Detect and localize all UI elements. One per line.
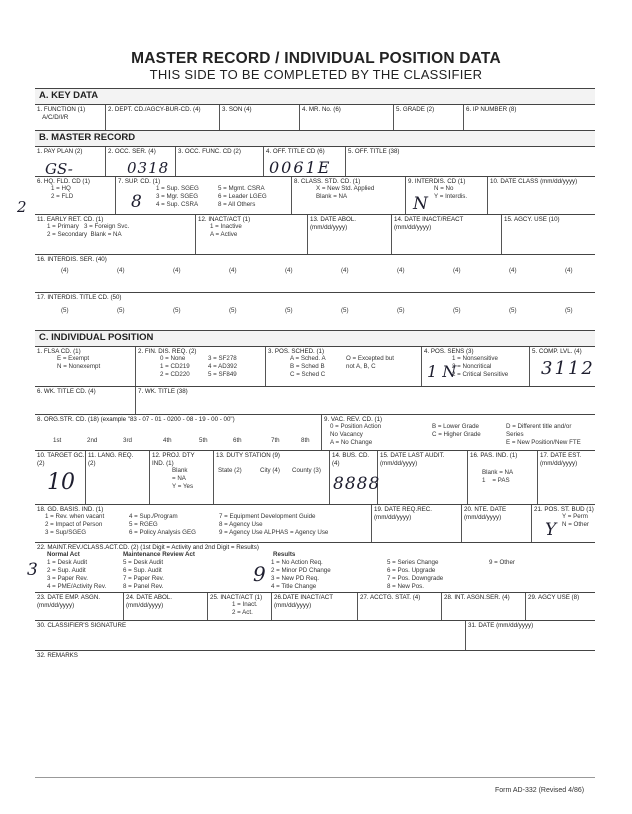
interdis-title-slot-6: (5) (341, 307, 349, 314)
pay-plan-value: GS- (45, 160, 73, 178)
interdis-title-slot-8: (5) (453, 307, 461, 314)
gd-basis-label: 18. GD. BASIS. IND. (1) (37, 506, 104, 513)
pas-ind-label: 16. PAS. IND. (1) (470, 452, 518, 459)
position-row-6 (35, 542, 595, 593)
date-inact-act-field[interactable] (271, 593, 357, 621)
date-req-rec-field[interactable] (371, 505, 461, 543)
form-number: Form AD-332 (Revised 4/86) (495, 787, 585, 794)
grade-field[interactable] (393, 105, 463, 131)
pos-st-bud-field[interactable] (531, 505, 595, 543)
comp-lvl-value: 3112 (541, 358, 595, 379)
sup-cd-options-1: 1 = Sup. SGEG 3 = Mgr. SGEG 4 = Sup. CSRA (156, 185, 199, 208)
pos-sched-field[interactable] (265, 347, 421, 387)
acctg-stat-label: 27. ACCTG. STAT. (4) (360, 594, 421, 601)
class-std-options: X = New Std. Applied Blank = NA (316, 185, 375, 200)
interdis-title-slot-9: (5) (509, 307, 517, 314)
inact-act-options: 1 = Inactive A = Active (210, 223, 242, 238)
date-est-label: 17. DATE EST. (mm/dd/yyyy) (540, 452, 582, 467)
gd-basis-options-2: 4 = Sup./Program 5 = RGEG 6 = Policy Analysis GEG (129, 513, 196, 536)
interdis-ser-slot-2: (4) (117, 267, 125, 274)
org-level-6th: 6th (233, 437, 242, 444)
acctg-stat-field[interactable] (357, 593, 441, 621)
occ-ser-value: 0318 (127, 159, 170, 177)
dept-code-label: 2. DEPT. CD./AGCY-BUR-CD. (4) (108, 106, 201, 113)
remarks-row (35, 650, 595, 779)
bus-cd-label: 14. BUS. CD. (4) (332, 452, 370, 467)
function-options: A/C/D/I/R (42, 114, 69, 121)
interdis-ser-slot-5: (4) (285, 267, 293, 274)
interdis-ser-slot-6: (4) (341, 267, 349, 274)
hq-fld-options: 1 = HQ 2 = FLD (51, 185, 74, 200)
bottom-rule (35, 777, 595, 778)
interdis-title-slot-4: (5) (229, 307, 237, 314)
lang-req-label: 11. LANG. REQ. (2) (88, 452, 134, 467)
position-row-8 (35, 620, 595, 651)
section-a-header (35, 88, 595, 105)
off-title-label: 5. OFF. TITLE (38) (348, 148, 400, 155)
date-emp-asgn-label: 23. DATE EMP. ASGN. (mm/dd/yyyy) (37, 594, 101, 609)
normal-act-options: 1 = Desk Audit 2 = Sup. Audit 3 = Paper Rev. 4 = PME/Activity Rev. (47, 559, 107, 590)
fin-dis-options-2: 3 = SF278 4 = AD392 5 = SF849 (208, 355, 238, 378)
inact-act-c-field[interactable] (207, 593, 271, 621)
agcy-use-c-label: 29. AGCY USE (8) (528, 594, 580, 601)
interdis-title-slot-3: (5) (173, 307, 181, 314)
remarks-label: 32. REMARKS (37, 652, 78, 659)
int-asgn-ser-label: 28. INT. ASGN.SER. (4) (444, 594, 510, 601)
fin-dis-field[interactable] (135, 347, 265, 387)
org-level-7th: 7th (271, 437, 280, 444)
position-row-1 (35, 346, 595, 387)
normal-act-heading: Normal Act (47, 551, 80, 558)
interdis-title-label: 17. INTERDIS. TITLE CD. (50) (37, 294, 122, 301)
section-c-header (35, 330, 595, 347)
org-level-3rd: 3rd (123, 437, 132, 444)
vac-rev-label: 9. VAC. REV. CD. (1) (324, 416, 383, 423)
classifier-signature-field[interactable] (35, 621, 465, 651)
interdis-ser-slot-9: (4) (509, 267, 517, 274)
occ-func-label: 3. OCC. FUNC. CD (2) (178, 148, 241, 155)
results-options-3: 9 = Other (489, 559, 515, 566)
section-a-title: A. KEY DATA (39, 90, 99, 101)
date-abol-c-label: 24. DATE ABOL. (mm/dd/yyyy) (126, 594, 172, 609)
agcy-use-field[interactable] (501, 215, 595, 255)
maint-rev-result-value: 9 (253, 562, 266, 586)
off-title-field[interactable] (345, 147, 595, 177)
pas-ind-field[interactable] (467, 451, 537, 505)
date-inact-act-label: 26.DATE INACT/ACT (mm/dd/yyyy) (274, 594, 334, 609)
off-title-cd-label: 4. OFF. TITLE CD (6) (266, 148, 325, 155)
org-level-5th: 5th (199, 437, 208, 444)
pos-st-bud-value: Y (545, 520, 557, 540)
interdis-ser-slot-8: (4) (453, 267, 461, 274)
pos-sens-label: 4. POS. SENS (3) (424, 348, 474, 355)
hq-fld-value: 2 (17, 198, 27, 216)
early-ret-options: 1 = Primary 3 = Foreign Svc. 2 = Secondary Blank = NA (47, 223, 130, 238)
sup-cd-value: 8 (131, 192, 142, 212)
ip-number-field[interactable] (463, 105, 595, 131)
off-title-cd-value: 0061E (269, 158, 332, 177)
date-inact-react-label: 14. DATE INACT/REACT (mm/dd/yyyy) (394, 216, 464, 231)
wk-title-cd-field[interactable] (35, 387, 135, 415)
flsa-options: E = Exempt N = Nonexempt (57, 355, 101, 370)
nte-date-label: 20. NTE. DATE (mm/dd/yyyy) (464, 506, 507, 521)
class-std-label: 8. CLASS. STD. CD. (1) (294, 178, 361, 185)
vac-rev-field[interactable] (321, 415, 595, 451)
results-options-1: 1 = No Action Req. 2 = Minor PD Change 3 = New PD Req. 4 = Title Change (271, 559, 331, 590)
interdis-ser-label: 16. INTERDIS. SER. (40) (37, 256, 107, 263)
section-c-title: C. INDIVIDUAL POSITION (39, 332, 154, 343)
gd-basis-options-3: 7 = Equipment Development Guide 8 = Agency Use 9 = Agency Use ALPHAS = Agency Use (219, 513, 329, 536)
target-gc-value: 10 (47, 470, 75, 495)
mr-no-label: 4. MR. No. (6) (302, 106, 341, 113)
interdis-ser-slot-1: (4) (61, 267, 69, 274)
pos-sched-options-2: O = Excepted but not A, B, C (346, 355, 394, 370)
date-abol-c-field[interactable] (123, 593, 207, 621)
nte-date-field[interactable] (461, 505, 531, 543)
proj-dty-label: 12. PROJ. DTY IND. (1) (152, 452, 195, 467)
hq-fld-field[interactable] (35, 177, 115, 215)
results-heading: Results (273, 551, 296, 558)
sup-cd-options-2: 5 = Mgmt. CSRA 6 = Leader LGEG 8 = All Others (218, 185, 267, 208)
flsa-field[interactable] (35, 347, 135, 387)
date-emp-asgn-field[interactable] (35, 593, 123, 621)
date-abol-field[interactable] (307, 215, 391, 255)
date-req-rec-label: 19. DATE REQ.REC. (mm/dd/yyyy) (374, 506, 432, 521)
form-subtitle: THIS SIDE TO BE COMPLETED BY THE CLASSIFIER (149, 67, 483, 82)
duty-station-label: 13. DUTY STATION (9) (216, 452, 280, 459)
proj-dty-field[interactable] (149, 451, 213, 505)
position-row-4 (35, 450, 595, 505)
org-level-2nd: 2nd (87, 437, 98, 444)
mr-no-field[interactable] (299, 105, 393, 131)
interdis-cd-label: 9. INTERDIS. CD (1) (408, 178, 466, 185)
org-level-8th: 8th (301, 437, 310, 444)
interdis-title-slot-5: (5) (285, 307, 293, 314)
pos-sens-options: 1 = Nonsensitive 2 = Noncritical 2 = Critical Sensitive (452, 355, 509, 378)
duty-city-label: City (4) (260, 467, 280, 474)
interdis-ser-slot-4: (4) (229, 267, 237, 274)
section-b-title: B. MASTER RECORD (39, 132, 136, 143)
interdis-title-slot-10: (5) (565, 307, 573, 314)
class-std-field[interactable] (291, 177, 405, 215)
interdis-ser-slot-10: (4) (565, 267, 573, 274)
date-est-field[interactable] (537, 451, 595, 505)
hq-fld-label: 6. HQ. FLD. CD (1) (37, 178, 90, 185)
agcy-use-c-field[interactable] (525, 593, 595, 621)
wk-title-label: 7. WK. TITLE (38) (138, 388, 188, 395)
interdis-ser-slot-3: (4) (173, 267, 181, 274)
org-str-field[interactable] (35, 415, 321, 451)
maint-rev-activity-value: 3 (27, 560, 38, 580)
pas-ind-options: Blank = NA 1 = PAS (482, 469, 514, 484)
interdis-title-row (35, 292, 595, 331)
function-label: 1. FUNCTION (1) (37, 106, 86, 113)
position-row-5 (35, 504, 595, 543)
early-ret-field[interactable] (35, 215, 195, 255)
inact-act-label: 12. INACT/ACT (1) (198, 216, 251, 223)
target-gc-label: 10. TARGET GC. (2) (37, 452, 85, 467)
remarks-field[interactable] (35, 651, 595, 779)
date-inact-react-field[interactable] (391, 215, 501, 255)
form-title: MASTER RECORD / INDIVIDUAL POSITION DATA (131, 50, 501, 67)
wk-title-cd-label: 6. WK. TITLE CD. (4) (37, 388, 96, 395)
gd-basis-field[interactable] (35, 505, 371, 543)
interdis-title-slot-7: (5) (397, 307, 405, 314)
interdis-cd-options: N = No Y = Interdis. (434, 185, 468, 200)
signature-date-field[interactable] (465, 621, 595, 651)
inact-act-field[interactable] (195, 215, 307, 255)
position-row-2 (35, 386, 595, 415)
duty-state-label: State (2) (218, 467, 242, 474)
maint-rev-label: 22. MAINT.REV./CLASS.ACT.CD. (2) (1st Digit = Activity and 2nd Digit = Results) (37, 544, 259, 551)
section-b-header (35, 130, 595, 147)
early-ret-label: 11. EARLY RET. CD. (1) (37, 216, 104, 223)
inact-act-c-options: 1 = Inact. 2 = Act. (232, 601, 258, 616)
interdis-cd-value: N (413, 194, 428, 214)
occ-ser-label: 2. OCC. SER. (4) (108, 148, 156, 155)
duty-station-field[interactable] (213, 451, 329, 505)
master-record-row-2 (35, 176, 595, 215)
fin-dis-options-1: 0 = None 1 = CD219 2 = CD220 (160, 355, 190, 378)
pos-sens-value: 1 N (427, 362, 457, 381)
interdis-ser-slot-7: (4) (397, 267, 405, 274)
pos-st-bud-label: 21. POS. ST. BUD (1) (534, 506, 594, 513)
pos-st-bud-options: Y = Perm N = Other (562, 513, 589, 528)
pos-sched-label: 3. POS. SCHED. (1) (268, 348, 325, 355)
date-last-audit-label: 15. DATE LAST AUDIT. (mm/dd/yyyy) (380, 452, 445, 467)
org-str-label: 8. ORG.STR. CD. (18) (example "83 - 07 - 01 - 0200 - 08 - 19 - 00 - 00") (37, 416, 235, 423)
inact-act-c-label: 25. INACT/ACT (1) (210, 594, 263, 601)
date-class-field[interactable] (487, 177, 595, 215)
date-abol-label: 13. DATE ABOL. (mm/dd/yyyy) (310, 216, 356, 231)
position-row-7 (35, 592, 595, 621)
ip-number-label: 6. IP NUMBER (8) (466, 106, 517, 113)
position-row-3 (35, 414, 595, 451)
flsa-label: 1. FLSA CD. (1) (37, 348, 81, 355)
pos-sched-options-1: A = Sched. A B = Sched B C = Sched C (290, 355, 326, 378)
son-label: 3. SON (4) (222, 106, 252, 113)
wk-title-field[interactable] (135, 387, 595, 415)
vac-rev-options-3: D = Different title and/or Series E = New Position/New FTE (506, 423, 581, 446)
vac-rev-options-1: 0 = Position Action No Vacancy A = No Change (330, 423, 382, 446)
date-last-audit-field[interactable] (377, 451, 467, 505)
interdis-title-slot-1: (5) (61, 307, 69, 314)
org-level-1st: 1st (53, 437, 62, 444)
int-asgn-ser-field[interactable] (441, 593, 525, 621)
form-body (17, 88, 595, 788)
bus-cd-value: 8888 (333, 474, 381, 494)
classifier-signature-label: 30. CLASSIFIER'S SIGNATURE (37, 622, 127, 629)
sup-cd-label: 7. SUP. CD. (1) (118, 178, 161, 185)
signature-date-label: 31. DATE (mm/dd/yyyy) (468, 622, 534, 629)
function-field[interactable] (35, 105, 105, 131)
fin-dis-label: 2. FIN. DIS. REQ. (2) (138, 348, 197, 355)
maint-review-heading: Maintenance Review Act (123, 551, 195, 558)
interdis-ser-row (35, 254, 595, 293)
dept-code-field[interactable] (105, 105, 219, 131)
org-level-4th: 4th (163, 437, 172, 444)
duty-county-label: County (3) (292, 467, 321, 474)
lang-req-field[interactable] (85, 451, 149, 505)
date-class-label: 10. DATE CLASS (mm/dd/yyyy) (490, 178, 578, 185)
interdis-title-slot-2: (5) (117, 307, 125, 314)
vac-rev-options-2: B = Lower Grade C = Higher Grade (432, 423, 481, 438)
occ-func-field[interactable] (175, 147, 263, 177)
results-options-2: 5 = Series Change 6 = Pos. Upgrade 7 = Pos. Downgrade 8 = New Pos. (387, 559, 444, 590)
grade-label: 5. GRADE (2) (396, 106, 435, 113)
maint-review-options: 5 = Desk Audit 6 = Sup. Audit 7 = Paper Rev. 8 = Panel Rev. (123, 559, 164, 590)
gd-basis-options-1: 1 = Rev. when vacant 2 = Impact of Person 3 = Sup/SGEG (45, 513, 105, 536)
master-record-row-3 (35, 214, 595, 255)
key-data-row (35, 104, 595, 131)
proj-dty-options: Blank = NA Y = Yes (172, 467, 194, 490)
comp-lvl-label: 5. COMP. LVL. (4) (532, 348, 582, 355)
agcy-use-label: 15. AGCY. USE (10) (504, 216, 560, 223)
son-field[interactable] (219, 105, 299, 131)
pay-plan-label: 1. PAY PLAN (2) (37, 148, 83, 155)
